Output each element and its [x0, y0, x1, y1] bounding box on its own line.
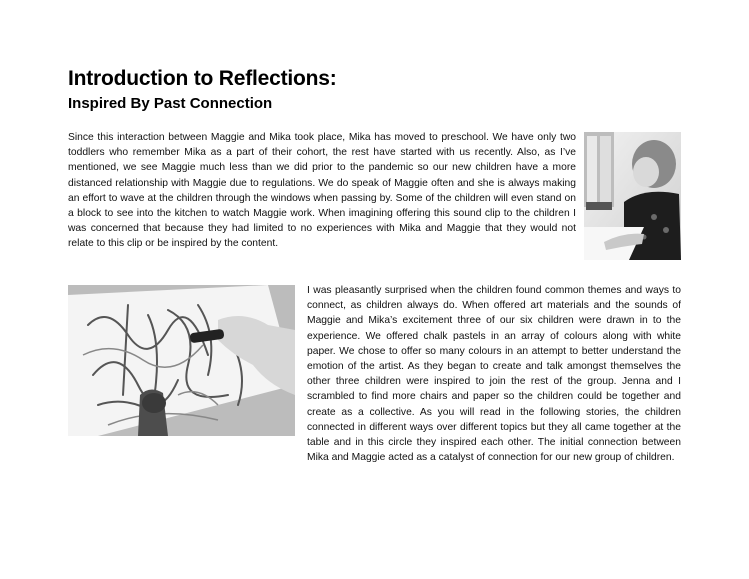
pastel-drawing-photo [68, 285, 295, 436]
page-title: Introduction to Reflections: [68, 67, 337, 90]
paragraph-reflection: I was pleasantly surprised when the children found common themes and ways to connect, as children always do. When offered art materials and the sounds of Maggie and Mika’s excitement three of our six children were drawn in to the experience. We offered chalk pastels in an array of colours along with white paper. We chose to offer so many colours in an attempt to better understand the emotion of the artist. As they began to create and talk amongst themselves the other three children were inspired to join the rest of the group. Jenna and I scrambled to find more chairs and paper so the children could be together and create as a collective. As you will read in the following stories, the children connected in different ways over different topics but they all came together at the table and in this circle they inspired each other. The initial connection between Mika and Maggie acted as a catalyst of connection for our new group of children. [307, 285, 681, 464]
page-subtitle: Inspired By Past Connection [68, 95, 273, 112]
child-drawing-photo [584, 132, 681, 260]
paragraph-intro: Since this interaction between Maggie and Mika took place, Mika has moved to preschool. We have only two toddlers who remember Mika as a part of their cohort, the rest have started with us recently. Also, as I’ve mentioned, we see Maggie much less than we did prior to the pandemic so our new children have a more distanced relationship with Maggie due to regulations. We do speak of Maggie often and she is always making an effort to wave at the children through the windows when passing by. Some of the children will even stand on a block to see into the kitchen to watch Maggie work. When imagining offering this sound clip to the children I was concerned that because they had limited to no experiences with Mika and Maggie that they would not relate to this clip or be inspired by the content. [68, 132, 576, 250]
